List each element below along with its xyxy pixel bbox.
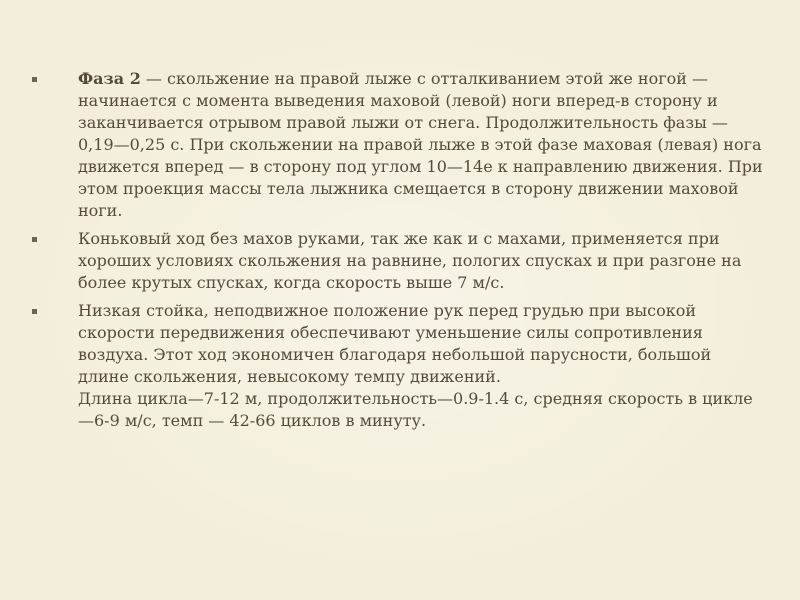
square-bullet-icon xyxy=(32,237,37,242)
bullet-text: Низкая стойка, неподвижное положение рук перед грудью при высокой скорости передвижения обеспечивают уменьшение силы сопротивления воздуха. Этот ход экономичен благодаря небольшой парусности, большой длине скольжения, невысокому темпу движений. xyxy=(78,301,712,386)
cycle-stats-text: Длина цикла—7-12 м, продолжительность—0.9-1.4 с, средняя скорость в цикле—6-9 м/с, темп — 42-66 циклов в минуту. xyxy=(78,389,753,430)
bullet-list xyxy=(28,68,763,438)
square-bullet-icon xyxy=(32,77,37,82)
bullet-text: Коньковый ход без махов руками, так же как и с махами, применяется при хороших условиях скольжения на равнине, пологих спусках и при разгоне на более крутых спусках, когда скорость выше 7 м/с. xyxy=(78,229,742,292)
bullet-item xyxy=(28,228,763,294)
bullet-item xyxy=(28,300,763,432)
square-bullet-icon xyxy=(32,309,37,314)
bullet-item xyxy=(28,68,763,222)
bullet-text: — скольжение на правой лыже с отталкиванием этой же ногой — начинается с момента выведения маховой (левой) ноги вперед-в сторону и заканчивается отрывом правой лыжи от снега. Продолжительность фазы — 0,19—0,25 с. При скольжении на правой лыже в этой фазе маховая (левая) нога движется вперед — в сторону под углом 10—14е к направлению движения. При этом проекция массы тела лыжника смещается в сторону движении маховой ноги. xyxy=(78,69,763,220)
phase-heading: Фаза 2 xyxy=(78,69,141,88)
